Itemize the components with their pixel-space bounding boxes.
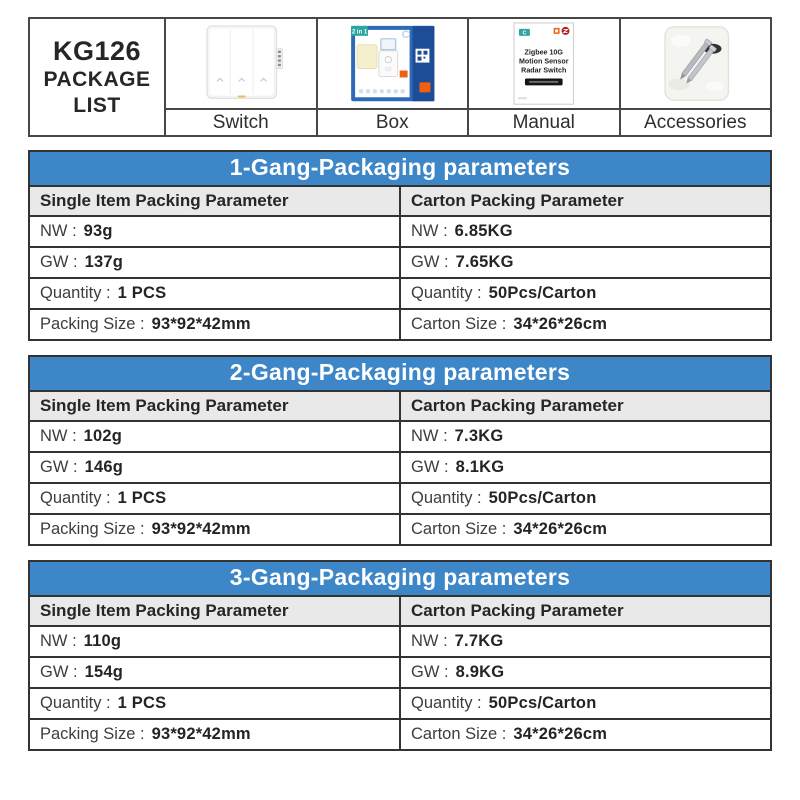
- row-value: 50Pcs/Carton: [488, 694, 597, 712]
- row-value: 102g: [83, 427, 123, 445]
- model-number: KG126: [52, 35, 142, 66]
- table-title-1gang: 1-Gang-Packaging parameters: [29, 151, 771, 186]
- packaging-table-3gang: [28, 560, 772, 751]
- row-value: 8.1KG: [455, 458, 505, 476]
- row-label: Carton Size :: [411, 520, 507, 538]
- package-item-switch: [166, 19, 318, 135]
- row-value: 34*26*26cm: [513, 315, 608, 333]
- row-label: NW :: [411, 427, 448, 445]
- manual-brand-c-logo: C: [522, 30, 527, 37]
- switch-photo: [166, 19, 316, 108]
- row-label: GW :: [411, 458, 449, 476]
- row-label: NW :: [411, 632, 448, 650]
- table-row: [29, 278, 771, 309]
- row-label: GW :: [40, 458, 78, 476]
- table-row: [29, 626, 771, 657]
- manual-title-line1: Zigbee 10G: [524, 48, 563, 57]
- table-row: [29, 719, 771, 750]
- row-value: 93*92*42mm: [151, 315, 251, 333]
- table-row: [29, 452, 771, 483]
- package-item-label-box: Box: [318, 108, 468, 135]
- manual-photo: [469, 19, 619, 108]
- package-item-label-manual: Manual: [469, 108, 619, 135]
- table-title-2gang: 2-Gang-Packaging parameters: [29, 356, 771, 391]
- row-label: Packing Size :: [40, 725, 145, 743]
- col-header-single-item: Single Item Packing Parameter: [29, 391, 400, 421]
- row-value: 7.7KG: [454, 632, 504, 650]
- row-label: Quantity :: [411, 489, 482, 507]
- table-row: [29, 688, 771, 719]
- row-label: NW :: [411, 222, 448, 240]
- row-label: Quantity :: [40, 694, 111, 712]
- table-row: [29, 421, 771, 452]
- col-header-single-item: Single Item Packing Parameter: [29, 596, 400, 626]
- package-item-manual: [469, 19, 621, 135]
- row-label: Quantity :: [40, 489, 111, 507]
- row-value: 34*26*26cm: [513, 725, 608, 743]
- row-label: Carton Size :: [411, 315, 507, 333]
- table-row: [29, 309, 771, 340]
- row-label: GW :: [411, 253, 449, 271]
- row-value: 93g: [83, 222, 113, 240]
- switch-illustration: [166, 19, 316, 108]
- row-value: 146g: [84, 458, 123, 476]
- box-illustration: [318, 19, 468, 108]
- row-label: NW :: [40, 427, 77, 445]
- col-header-single-item: Single Item Packing Parameter: [29, 186, 400, 216]
- row-label: GW :: [411, 663, 449, 681]
- row-value: 8.9KG: [455, 663, 505, 681]
- package-list-table: [28, 17, 772, 137]
- row-value: 137g: [84, 253, 123, 271]
- table-row: [29, 657, 771, 688]
- box-badge-2in1: 2 in 1: [351, 29, 367, 36]
- row-value: 93*92*42mm: [151, 725, 251, 743]
- accessories-photo: [621, 19, 771, 108]
- row-value: 110g: [83, 632, 122, 650]
- row-label: GW :: [40, 663, 78, 681]
- package-item-accessories: [621, 19, 771, 135]
- row-value: 50Pcs/Carton: [488, 284, 597, 302]
- manual-title-line3: Radar Switch: [521, 66, 567, 75]
- packaging-table-2gang: [28, 355, 772, 546]
- row-value: 1 PCS: [117, 284, 167, 302]
- table-row: [29, 247, 771, 278]
- manual-title-line2: Motion Sensor: [519, 57, 569, 66]
- row-value: 1 PCS: [117, 489, 167, 507]
- row-label: Packing Size :: [40, 520, 145, 538]
- row-value: 7.65KG: [455, 253, 514, 271]
- package-list-title: [30, 19, 166, 135]
- row-value: 1 PCS: [117, 694, 167, 712]
- row-label: Quantity :: [411, 284, 482, 302]
- table-row: [29, 216, 771, 247]
- col-header-carton: Carton Packing Parameter: [400, 391, 771, 421]
- accessories-illustration: [621, 19, 771, 108]
- row-value: 7.3KG: [454, 427, 504, 445]
- package-item-label-switch: Switch: [166, 108, 316, 135]
- package-title-line1: PACKAGE: [43, 67, 151, 91]
- row-label: NW :: [40, 632, 77, 650]
- row-label: Quantity :: [411, 694, 482, 712]
- row-value: 50Pcs/Carton: [488, 489, 597, 507]
- package-item-label-accessories: Accessories: [621, 108, 771, 135]
- col-header-carton: Carton Packing Parameter: [400, 186, 771, 216]
- package-title-line2: LIST: [73, 93, 121, 117]
- package-item-box: [318, 19, 470, 135]
- table-title-3gang: 3-Gang-Packaging parameters: [29, 561, 771, 596]
- row-label: NW :: [40, 222, 77, 240]
- box-photo: [318, 19, 468, 108]
- table-row: [29, 483, 771, 514]
- row-value: 6.85KG: [454, 222, 513, 240]
- manual-illustration: [469, 19, 619, 108]
- row-label: Carton Size :: [411, 725, 507, 743]
- row-value: 34*26*26cm: [513, 520, 608, 538]
- row-label: GW :: [40, 253, 78, 271]
- row-value: 93*92*42mm: [151, 520, 251, 538]
- col-header-carton: Carton Packing Parameter: [400, 596, 771, 626]
- row-label: Quantity :: [40, 284, 111, 302]
- box-brand-c-logo: C: [401, 28, 410, 41]
- table-row: [29, 514, 771, 545]
- row-value: 154g: [84, 663, 123, 681]
- packaging-table-1gang: [28, 150, 772, 341]
- row-label: Packing Size :: [40, 315, 145, 333]
